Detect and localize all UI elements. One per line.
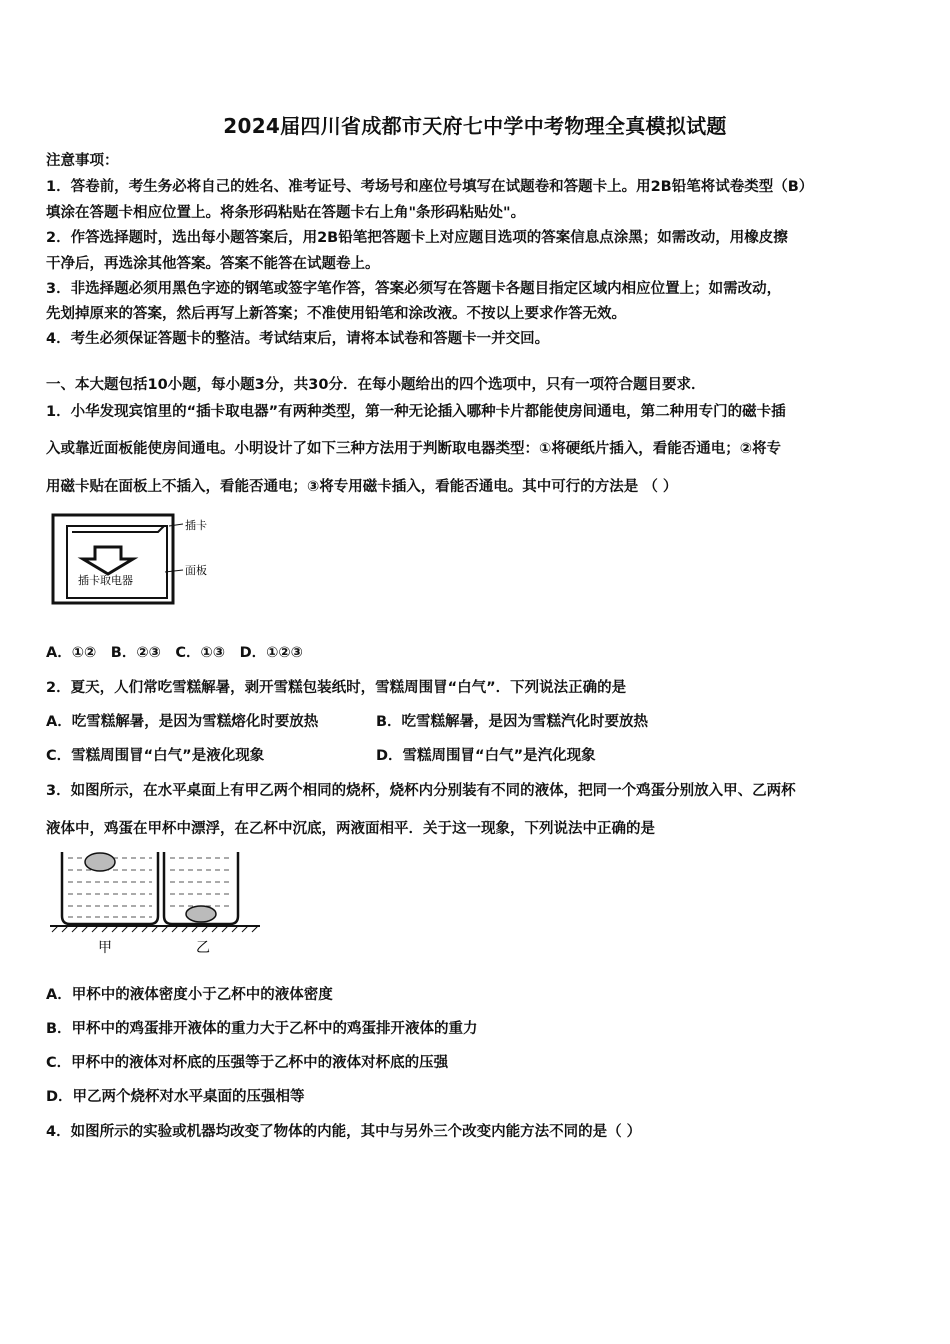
question-1-line: 入或靠近面板能使房间通电。小明设计了如下三种方法用于判断取电器类型：①将硬纸片插入，看能否通电；②将专 xyxy=(46,441,782,457)
question-2-stem: 2．夏天，人们常吃雪糕解暑，剥开雪糕包装纸时，雪糕周围冒“白气”．下列说法正确的是 xyxy=(46,680,627,696)
label-beaker-a: 甲 xyxy=(98,940,112,956)
question-2-option-c: C．雪糕周围冒“白气”是液化现象 xyxy=(46,748,265,764)
page-title: 2024届四川省成都市天府七中学中考物理全真模拟试题 xyxy=(223,114,727,138)
notice-line: 1．答卷前，考生务必将自己的姓名、准考证号、考场号和座位号填写在试题卷和答题卡上。用2B铅笔将试卷类型（B） xyxy=(46,179,814,195)
question-1-options: A．①② B．②③ C．①③ D．①②③ xyxy=(46,645,303,661)
label-beaker-b: 乙 xyxy=(196,940,210,956)
notice-line: 填涂在答题卡相应位置上。将条形码粘贴在答题卡右上角"条形码粘贴处"。 xyxy=(46,205,526,221)
notice-line: 先划掉原来的答案，然后再写上新答案；不准使用铅笔和涂改液。不按以上要求作答无效。 xyxy=(46,306,626,322)
question-3-option-d: D．甲乙两个烧杯对水平桌面的压强相等 xyxy=(46,1089,305,1105)
card-power-device-figure xyxy=(50,512,220,608)
question-2-option-d: D．雪糕周围冒“白气”是汽化现象 xyxy=(376,748,596,764)
question-4-stem: 4．如图所示的实验或机器均改变了物体的内能，其中与另外三个改变内能方法不同的是（ ） xyxy=(46,1124,642,1140)
question-3-line: 液体中，鸡蛋在甲杯中漂浮，在乙杯中沉底，两液面相平．关于这一现象，下列说法中正确的是 xyxy=(46,821,655,837)
question-3-option-a: A．甲杯中的液体密度小于乙杯中的液体密度 xyxy=(46,987,333,1003)
notice-line: 3．非选择题必须用黑色字迹的钢笔或签字笔作答，答案必须写在答题卡各题目指定区域内相应位置上；如需改动， xyxy=(46,281,782,297)
label-device: 插卡取电器 xyxy=(78,574,133,587)
notice-line: 2．作答选择题时，选出每小题答案后，用2B铅笔把答题卡上对应题目选项的答案信息点涂黑；如需改动，用橡皮擦 xyxy=(46,230,788,246)
beakers-figure xyxy=(48,846,263,958)
question-3-option-c: C．甲杯中的液体对杯底的压强等于乙杯中的液体对杯底的压强 xyxy=(46,1055,449,1071)
question-1-line: 1．小华发现宾馆里的“插卡取电器”有两种类型，第一种无论插入哪种卡片都能使房间通电，第二种用专门的磁卡插 xyxy=(46,404,786,420)
label-panel: 面板 xyxy=(185,564,207,577)
question-1-line: 用磁卡贴在面板上不插入，看能否通电；③将专用磁卡插入，看能否通电。其中可行的方法是 （ ） xyxy=(46,479,678,495)
section-heading: 一、本大题包括10小题，每小题3分，共30分．在每小题给出的四个选项中，只有一项符合题目要求． xyxy=(46,377,706,393)
question-3-option-b: B．甲杯中的鸡蛋排开液体的重力大于乙杯中的鸡蛋排开液体的重力 xyxy=(46,1021,478,1037)
notice-heading: 注意事项： xyxy=(46,153,119,169)
question-3-line: 3．如图所示，在水平桌面上有甲乙两个相同的烧杯，烧杯内分别装有不同的液体，把同一个鸡蛋分别放入甲、乙两杯 xyxy=(46,783,796,799)
question-2-option-b: B．吃雪糕解暑，是因为雪糕汽化时要放热 xyxy=(376,714,649,730)
notice-line: 干净后，再选涂其他答案。答案不能答在试题卷上。 xyxy=(46,256,380,272)
label-card: 插卡 xyxy=(185,519,207,532)
question-2-option-a: A．吃雪糕解暑，是因为雪糕熔化时要放热 xyxy=(46,714,319,730)
notice-line: 4．考生必须保证答题卡的整洁。考试结束后，请将本试卷和答题卡一并交回。 xyxy=(46,331,550,347)
